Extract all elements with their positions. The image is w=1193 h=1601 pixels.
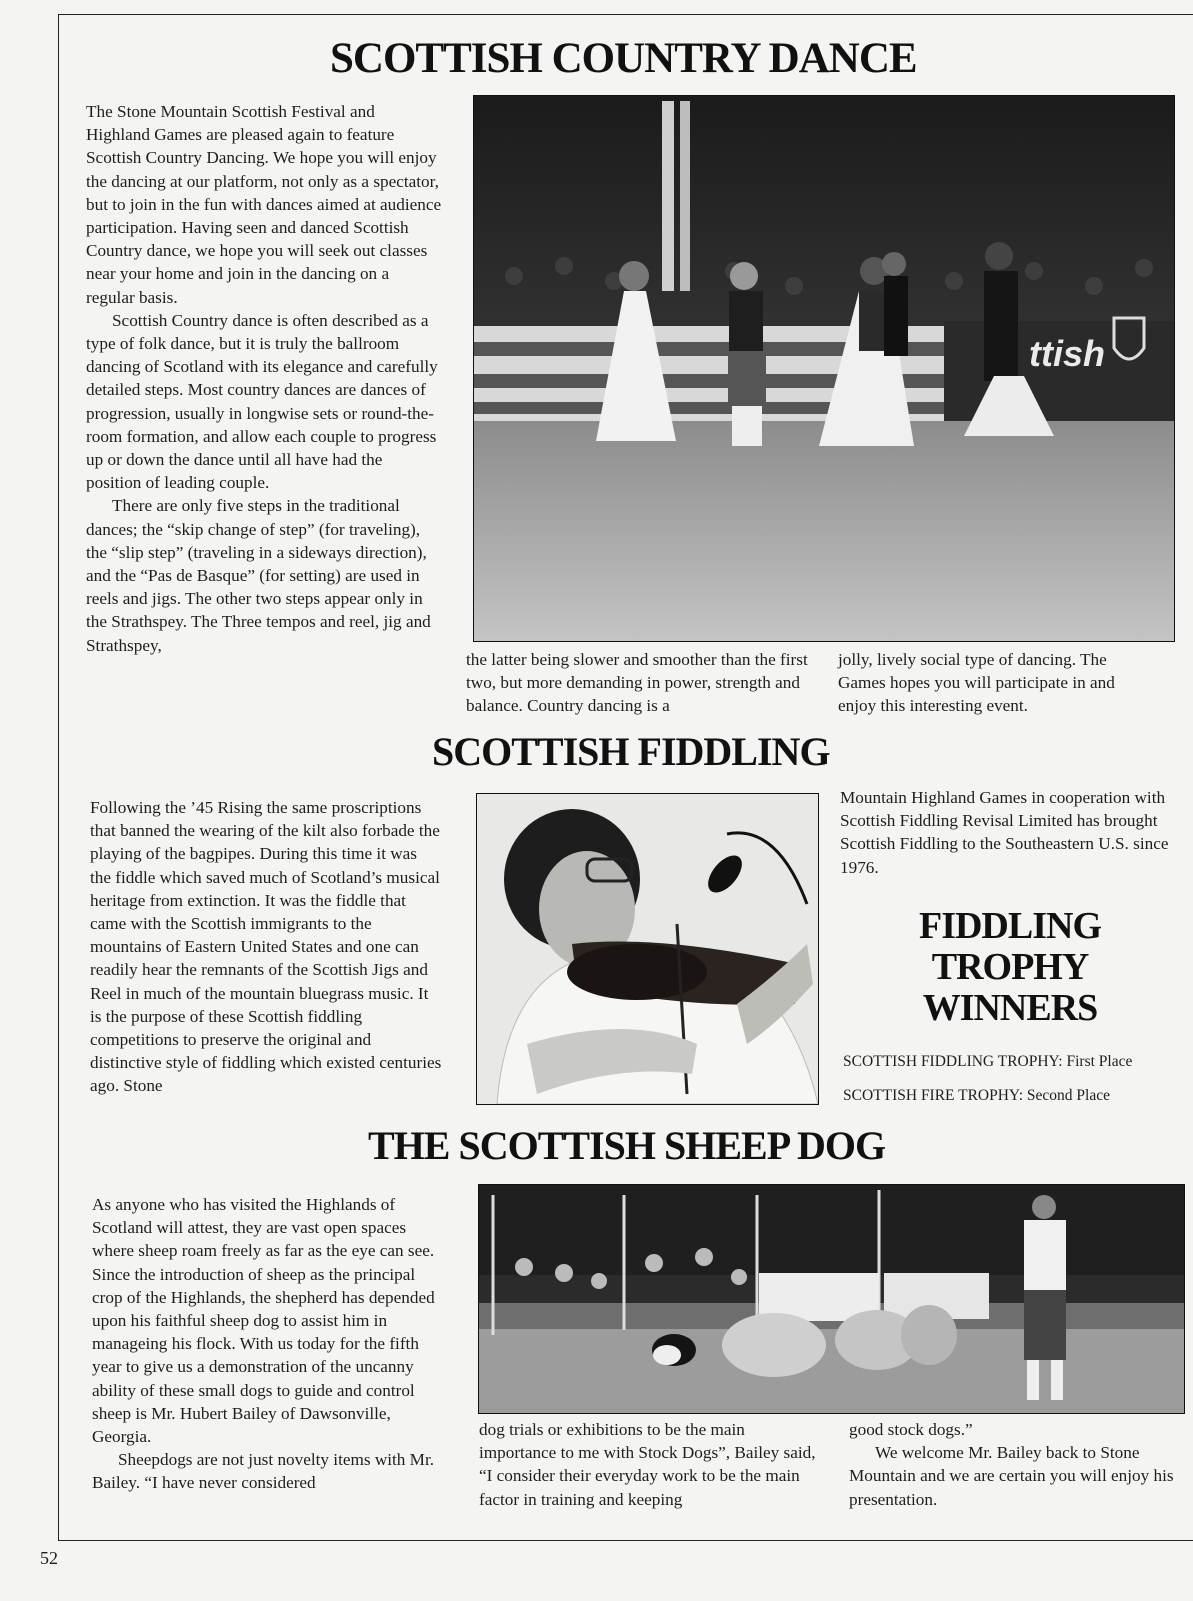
sheepdog-title: THE SCOTTISH SHEEP DOG	[368, 1123, 886, 1168]
dance-paragraph-3: There are only five steps in the traditional dances; the “skip change of step” (for traveling), the “slip step” (traveling in a sideways direction), and the “Pas de Basque” (for setting) are used in reels and jigs. The other two steps appear only in the Strathspey. The Three tempos and reel, jig and Strathspey,	[86, 496, 431, 655]
sheepdog-paragraph-1: As anyone who has visited the Highlands of Scotland will attest, they are vast open spaces where sheep roam freely as far as the eye can see. Since the introduction of sheep as the principal crop of the Highlands, the shepherd has depended upon his faithful sheep dog to assist him in manageing his flock. With us today for the fifth year to give us a demonstration of the uncanny ability of these small dogs to guide and control sheep is Mr. Hubert Bailey of Dawsonville, Georgia.	[92, 1195, 435, 1447]
dance-middle-text: the latter being slower and smoother than the first two, but more demanding in power, strength and balance. Country dancing is a	[466, 650, 808, 716]
sheepdog-photo	[478, 1184, 1185, 1414]
sheepdog-middle-column	[479, 1418, 824, 1511]
dance-middle-column	[466, 648, 811, 718]
dance-title: SCOTTISH COUNTRY DANCE	[330, 35, 917, 82]
trophy-heading-line-3: WINNERS	[922, 987, 1098, 1029]
dance-photo	[473, 95, 1175, 642]
sheepdog-right-text-2: We welcome Mr. Bailey back to Stone Mountain and we are certain you will enjoy his presentation.	[849, 1443, 1174, 1509]
trophy-heading-line-1: FIDDLING	[918, 905, 1102, 947]
dance-left-column	[86, 100, 442, 657]
fiddling-right-column	[840, 786, 1170, 879]
fiddler-photo	[476, 793, 819, 1105]
dance-paragraph-1: The Stone Mountain Scottish Festival and Highland Games are pleased again to feature Scottish Country Dancing. We hope you will enjoy the dancing at our platform, not only as a spectator, but to join in the fun with dances aimed at audience participation. Having seen and danced Scottish Country dance, we hope you will seek out classes near your home and join in the dancing on a regular basis.	[86, 102, 442, 307]
dance-right-text: jolly, lively social type of dancing. The Games hopes you will participate in and enjoy this interesting event.	[838, 650, 1115, 716]
banner-text: ttish	[1029, 333, 1105, 374]
sheepdog-left-column	[92, 1193, 444, 1495]
trophy-first-place: SCOTTISH FIDDLING TROPHY: First Place	[843, 1053, 1133, 1070]
trophy-heading-line-2: TROPHY	[931, 946, 1089, 988]
fiddling-right-text: Mountain Highland Games in cooperation with Scottish Fiddling Revisal Limited has brought Scottish Fiddling to the Southeastern U.S. since 1976.	[840, 788, 1169, 877]
trophy-heading	[905, 906, 1115, 1029]
fiddling-title: SCOTTISH FIDDLING	[432, 729, 830, 774]
trophy-second-place: SCOTTISH FIRE TROPHY: Second Place	[843, 1087, 1110, 1104]
fiddling-left-text: Following the ’45 Rising the same proscriptions that banned the wearing of the kilt also forbade the playing of the bagpipes. During this time it was the fiddle which saved much of Scotland’s musical heritage from extinction. It was the fiddle that came with the Scottish immigrants to the mountains of Eastern United States and one can readily hear the remnants of the Scottish Jigs and Reel in much of the mountain bluegrass music. It is the purpose of these Scottish fiddling competitions to preserve the original and distinctive style of fiddling which existed centuries ago. Stone	[90, 798, 442, 1096]
page-number: 52	[40, 1548, 58, 1568]
sheepdog-paragraph-2: Sheepdogs are not just novelty items with Mr. Bailey. “I have never considered	[92, 1450, 435, 1493]
dance-right-column	[838, 648, 1153, 718]
dance-paragraph-2: Scottish Country dance is often described as a type of folk dance, but it is truly the ballroom dancing of Scotland with its elegance and carefully detailed steps. Most country dances are dances of progression, usually in longwise sets or round-the-room formation, and allow each couple to progress up or down the dance until all have had the position of leading couple.	[86, 310, 438, 493]
fiddling-left-column	[90, 796, 442, 1098]
sheepdog-right-text-1: good stock dogs.”	[849, 1420, 973, 1439]
sheepdog-right-column	[849, 1418, 1189, 1511]
sheepdog-middle-text: dog trials or exhibitions to be the main importance to me with Stock Dogs”, Bailey said, “I consider their everyday work to be the main factor in training and keeping	[479, 1420, 816, 1509]
